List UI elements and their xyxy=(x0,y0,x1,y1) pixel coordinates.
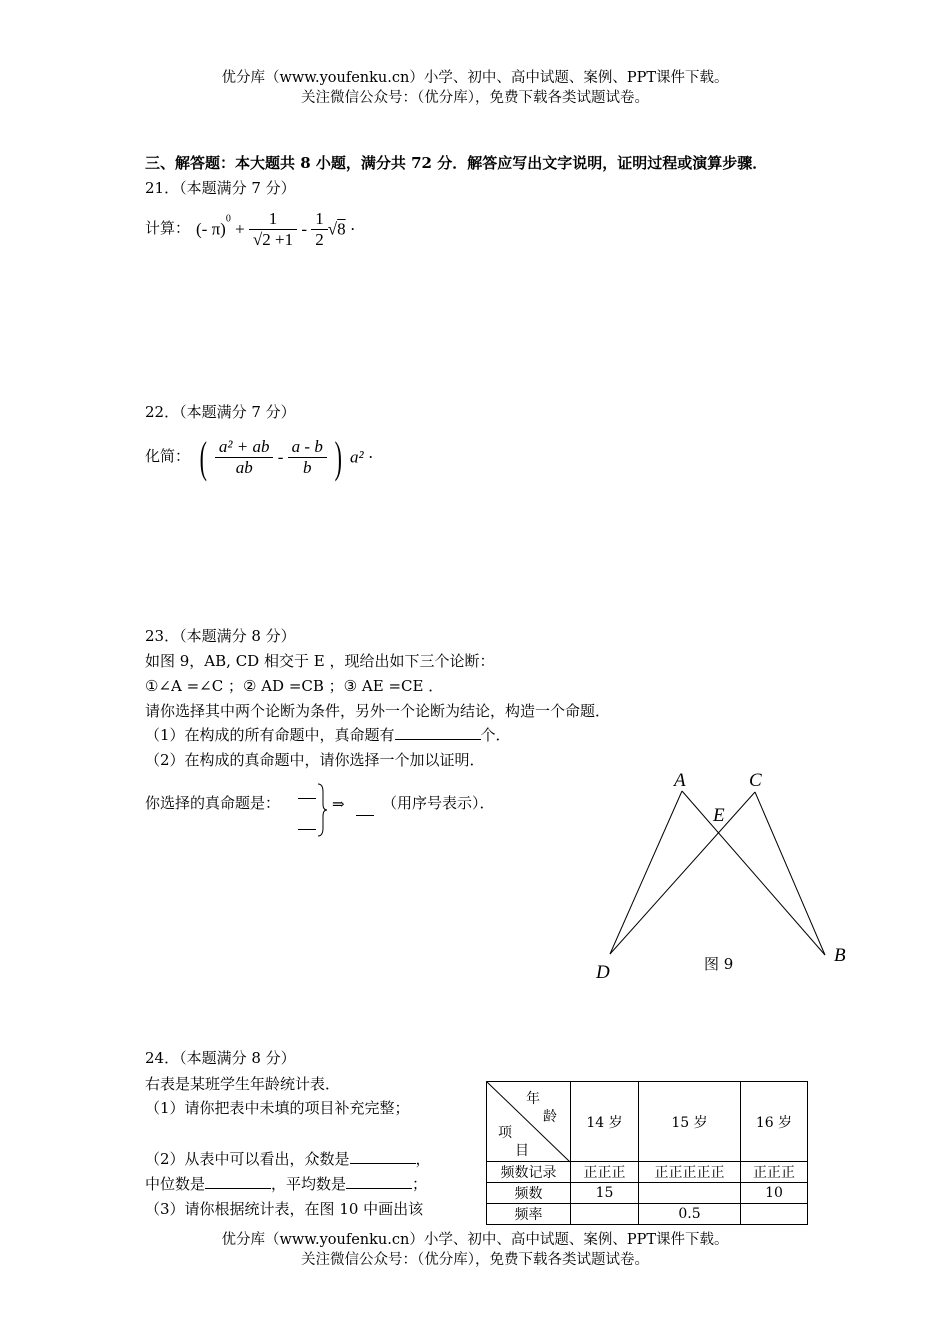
header-line-1: 优分库（www.youfenku.cn）小学、初中、高中试题、案例、PPT课件下载。 xyxy=(221,70,729,86)
q22-f1-den: ab xyxy=(215,457,274,478)
q24-line4-c: ； xyxy=(412,1175,428,1193)
q24-line4-b: ，平均数是 xyxy=(271,1175,347,1193)
q21-heading: 21．（本题满分 7 分） xyxy=(145,179,296,197)
q21-term1: (- π) xyxy=(196,219,226,239)
age-header: 15 岁 xyxy=(639,1082,741,1162)
table-corner-cell xyxy=(487,1082,571,1162)
corner-top-2: 龄 xyxy=(543,1109,557,1125)
segment-CD xyxy=(610,792,755,954)
q23-line6: 你选择的真命题是： xyxy=(145,794,281,812)
q22-prompt: 化简： xyxy=(145,447,191,465)
q22-end: · xyxy=(367,447,374,467)
q23-line3: 请你选择其中两个论断为条件，另外一个论断为结论，构造一个命题． xyxy=(145,702,611,720)
table-row xyxy=(487,1183,808,1204)
q23-brace xyxy=(316,782,328,838)
row-label: 频数记录 xyxy=(487,1162,571,1183)
q21-prompt: 计算： xyxy=(145,219,191,237)
q24-line4-a: 中位数是 xyxy=(145,1175,206,1193)
row-label: 频数 xyxy=(487,1183,571,1204)
q21-exponent: 0 xyxy=(225,213,231,225)
q24-heading: 24．（本题满分 8 分） xyxy=(145,1049,296,1067)
q21-half xyxy=(311,209,328,250)
corner-bottom-2: 目 xyxy=(515,1143,529,1159)
q21-plus: + xyxy=(235,219,245,239)
q23-line4-text: （1）在构成的所有命题中，真命题有 xyxy=(145,726,395,744)
q24-median-blank[interactable] xyxy=(205,1188,271,1189)
footer-line-2: 关注微信公众号：（优分库），免费下载各类试题试卷。 xyxy=(301,1252,649,1268)
table-row xyxy=(487,1204,808,1225)
corner-top-1: 年 xyxy=(526,1091,540,1107)
q22-fraction-1 xyxy=(215,437,274,478)
q24-line2: （1）请你把表中未填的项目补充完整； xyxy=(145,1099,410,1117)
q23-line5: （2）在构成的真命题中，请你选择一个加以证明． xyxy=(145,751,485,769)
q24-line3-text: （2）从表中可以看出，众数是 xyxy=(145,1150,350,1168)
q23-line1: 如图 9，AB, CD 相交于 E ，现给出如下三个论断： xyxy=(145,652,495,670)
q24-line4 xyxy=(145,1173,427,1194)
footer-line-1: 优分库（www.youfenku.cn）小学、初中、高中试题、案例、PPT课件下载。 xyxy=(221,1232,729,1248)
q24-line3 xyxy=(145,1148,431,1169)
q23-arrow: ⇒ xyxy=(332,795,345,813)
table-cell[interactable] xyxy=(571,1204,639,1225)
q22-f2-num: a - b xyxy=(291,437,323,456)
q23-blank-2[interactable] xyxy=(298,829,316,830)
age-header: 14 岁 xyxy=(571,1082,639,1162)
q23-line6-end: （用序号表示）． xyxy=(382,794,495,812)
q22-f1-num: a² + ab xyxy=(218,437,270,456)
age-stat-table xyxy=(486,1081,808,1225)
label-B: B xyxy=(834,945,846,966)
q21-sqrt8: 8 xyxy=(337,219,346,239)
q21-fraction-den: √2 +1 xyxy=(249,229,297,250)
q21-half-num: 1 xyxy=(315,209,324,228)
q21-sqrt2: 2 xyxy=(262,230,271,249)
q23-heading: 23．（本题满分 8 分） xyxy=(145,627,296,645)
q24-mean-blank[interactable] xyxy=(346,1188,412,1189)
table-cell: 正正正正正 xyxy=(639,1162,741,1183)
table-cell: 正正正 xyxy=(571,1162,639,1183)
label-D: D xyxy=(596,962,610,983)
table-cell: 0.5 xyxy=(639,1204,741,1225)
q24-line3-end: ， xyxy=(415,1150,431,1168)
segment-AD xyxy=(610,791,682,954)
q22-fraction-2 xyxy=(288,437,327,478)
table-cell: 15 xyxy=(571,1183,639,1204)
q21-expression: (- π)$^0$ + $\frac{1}{√2 +1}$ - $\frac{1}{2}$ √8 · xyxy=(196,209,356,249)
segment-CB xyxy=(755,792,825,955)
corner-bottom-1: 项 xyxy=(498,1125,512,1141)
section-title: 三、解答题：本大题共 8 小题，满分共 72 分．解答应写出文字说明，证明过程或演算步骤． xyxy=(145,154,768,172)
q23-line4 xyxy=(145,724,511,745)
segment-AB xyxy=(682,791,825,955)
q22-expression: ( $\frac{\text{a² + ab}}{ab}$ - $\frac{a - b}{b}$ ) a² · xyxy=(199,433,374,482)
q22-f2-den: b xyxy=(288,457,327,478)
q22-tail: a² xyxy=(349,447,364,467)
q21-den-rest: +1 xyxy=(270,230,294,249)
q23-blank-1[interactable] xyxy=(298,798,316,799)
q21-fraction-num: 1 xyxy=(268,209,278,228)
q23-line4-end: 个． xyxy=(480,726,511,744)
q22-minus: - xyxy=(277,447,284,467)
q21-end: · xyxy=(349,219,356,239)
figure-caption: 图 9 xyxy=(704,955,734,973)
q23-blank-3[interactable] xyxy=(356,815,374,816)
age-header: 16 岁 xyxy=(741,1082,808,1162)
table-cell[interactable] xyxy=(639,1183,741,1204)
q22-heading: 22．（本题满分 7 分） xyxy=(145,403,296,421)
q23-line2: ①∠A =∠C ；② AD =CB ；③ AE =CE ． xyxy=(145,677,444,695)
label-E: E xyxy=(713,805,725,826)
row-label: 频率 xyxy=(487,1204,571,1225)
label-A: A xyxy=(674,770,686,791)
q21-minus: - xyxy=(301,219,308,239)
table-cell: 正正正 xyxy=(741,1162,808,1183)
q21-half-den: 2 xyxy=(311,229,328,250)
q24-line1: 右表是某班学生年龄统计表． xyxy=(145,1075,341,1093)
table-row xyxy=(487,1162,808,1183)
q24-line5: （3）请你根据统计表，在图 10 中画出该 xyxy=(145,1200,424,1218)
figure-9 xyxy=(585,762,855,992)
q24-mode-blank[interactable] xyxy=(350,1163,416,1164)
table-cell: 10 xyxy=(741,1183,808,1204)
header-line-2: 关注微信公众号：（优分库），免费下载各类试题试卷。 xyxy=(301,90,649,106)
table-cell[interactable] xyxy=(741,1204,808,1225)
label-C: C xyxy=(749,770,762,791)
q23-answer-blank[interactable] xyxy=(395,739,481,740)
q21-fraction xyxy=(249,209,297,250)
